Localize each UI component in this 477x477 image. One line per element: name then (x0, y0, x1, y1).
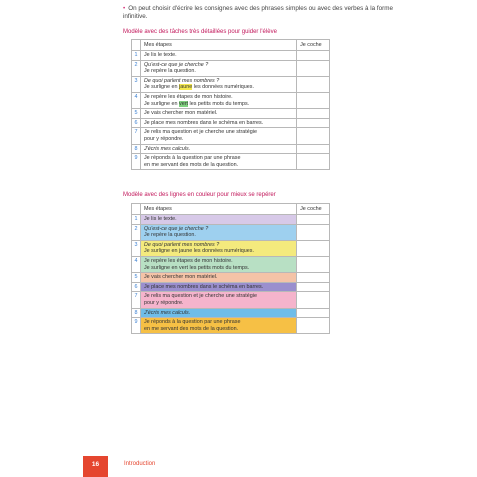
step-line: Je place mes nombres dans le schéma en barres. (143, 119, 264, 126)
table-row (132, 144, 330, 154)
check-cell[interactable] (297, 256, 330, 272)
step-line: Je surligne en jaune les données numériques. (143, 248, 254, 255)
check-cell[interactable] (297, 308, 330, 318)
steps-table-detailed (131, 39, 330, 170)
table-row (132, 109, 330, 119)
step-text (140, 308, 296, 318)
step-text (140, 60, 296, 76)
check-cell[interactable] (297, 224, 330, 240)
check-cell[interactable] (297, 215, 330, 225)
table-row (132, 128, 330, 144)
step-number: 9 (132, 318, 141, 334)
step-text (140, 318, 296, 334)
intro-bullet-text: On peut choisir d'écrire les consignes avec des phrases simples ou avec des verbes à la forme infinitive. (123, 5, 393, 21)
step-line: les données numériques. (192, 84, 254, 91)
step-text (140, 292, 296, 308)
check-cell[interactable] (297, 118, 330, 128)
step-line: Je surligne en vert les petits mots du temps. (143, 264, 250, 271)
table1-title: Modèle avec des tâches très détaillées pour guider l'élève (123, 29, 277, 35)
table-row (132, 154, 330, 170)
check-cell[interactable] (297, 282, 330, 292)
step-number: 9 (132, 154, 141, 170)
check-cell[interactable] (297, 109, 330, 119)
step-line: pour y répondre. (143, 135, 184, 142)
table-row (132, 292, 330, 308)
header-num (132, 204, 141, 215)
table-row (132, 224, 330, 240)
step-line: Je place mes nombres dans le schéma en barres. (143, 283, 264, 290)
step-number: 2 (132, 60, 141, 76)
step-text (140, 273, 296, 283)
table-row (132, 51, 330, 61)
step-line: Je vais chercher mon matériel. (143, 274, 218, 281)
header-steps: Mes étapes (140, 204, 296, 215)
step-line: Je surligne en (143, 100, 180, 107)
table-row (132, 308, 330, 318)
check-cell[interactable] (297, 128, 330, 144)
step-number: 8 (132, 308, 141, 318)
step-text (140, 118, 296, 128)
table-row (132, 92, 330, 108)
step-number: 3 (132, 76, 141, 92)
step-text (140, 224, 296, 240)
step-number: 3 (132, 240, 141, 256)
step-line: Je surligne en (143, 84, 180, 91)
step-line: Je réponds à la question par une phrase (143, 155, 241, 162)
step-text (140, 215, 296, 225)
step-text (140, 109, 296, 119)
page-number: 16 (83, 456, 108, 477)
check-cell[interactable] (297, 51, 330, 61)
step-line: De quoi parlent mes nombres ? (143, 241, 220, 248)
check-cell[interactable] (297, 318, 330, 334)
table-row (132, 318, 330, 334)
table-row (132, 118, 330, 128)
highlight-green: vert (179, 100, 189, 107)
step-line: Qu'est-ce que je cherche ? (143, 225, 209, 232)
check-cell[interactable] (297, 240, 330, 256)
header-check: Je coche (297, 204, 330, 215)
step-text (140, 282, 296, 292)
step-text (140, 128, 296, 144)
table2-title: Modèle avec des lignes en couleur pour mieux se repérer (123, 192, 276, 198)
step-line: De quoi parlent mes nombres ? (143, 77, 220, 84)
steps-table-colored (131, 203, 330, 334)
step-text (140, 256, 296, 272)
step-line: Je relis ma question et je cherche une stratégie (143, 129, 257, 136)
table-row (132, 256, 330, 272)
check-cell[interactable] (297, 76, 330, 92)
step-line: Je réponds à la question par une phrase (143, 319, 241, 326)
step-line: les petits mots du temps. (188, 100, 250, 107)
step-line: Je repère les étapes de mon histoire. (143, 93, 233, 100)
step-number: 4 (132, 92, 141, 108)
step-line: en me servant des mots de la question. (143, 161, 239, 168)
step-text (140, 76, 296, 92)
check-cell[interactable] (297, 144, 330, 154)
highlight-yellow: jaune (179, 84, 193, 91)
step-line: J'écris mes calculs. (143, 309, 191, 316)
step-text (140, 92, 296, 108)
check-cell[interactable] (297, 92, 330, 108)
step-line: Je repère la question. (143, 68, 196, 75)
step-number: 1 (132, 51, 141, 61)
table-row (132, 240, 330, 256)
step-line: Je lis le texte. (143, 52, 177, 58)
step-line: pour y répondre. (143, 299, 184, 306)
step-line: Qu'est-ce que je cherche ? (143, 61, 209, 68)
step-number: 2 (132, 224, 141, 240)
step-text (140, 51, 296, 61)
check-cell[interactable] (297, 154, 330, 170)
header-num (132, 40, 141, 51)
intro-bullet (123, 5, 395, 21)
step-line: Je lis le texte. (143, 216, 177, 222)
step-line: Je repère les étapes de mon histoire. (143, 257, 233, 264)
step-line: en me servant des mots de la question. (143, 325, 239, 332)
step-number: 8 (132, 144, 141, 154)
table-row (132, 60, 330, 76)
step-number: 4 (132, 256, 141, 272)
check-cell[interactable] (297, 273, 330, 283)
step-text (140, 154, 296, 170)
section-label: Introduction (124, 461, 156, 467)
table-row (132, 76, 330, 92)
check-cell[interactable] (297, 292, 330, 308)
bullet-dot-icon: • (123, 5, 126, 12)
step-number: 1 (132, 215, 141, 225)
step-line: Je vais chercher mon matériel. (143, 110, 218, 117)
step-number: 7 (132, 292, 141, 308)
step-text (140, 240, 296, 256)
step-number: 7 (132, 128, 141, 144)
step-text (140, 144, 296, 154)
header-check: Je coche (297, 40, 330, 51)
step-line: J'écris mes calculs. (143, 145, 191, 152)
step-line: Je relis ma question et je cherche une stratégie (143, 293, 257, 300)
header-steps: Mes étapes (140, 40, 296, 51)
check-cell[interactable] (297, 60, 330, 76)
table-row (132, 215, 330, 225)
step-line: Je repère la question. (143, 232, 196, 239)
step-number: 5 (132, 273, 141, 283)
step-number: 6 (132, 118, 141, 128)
table-row (132, 282, 330, 292)
step-number: 6 (132, 282, 141, 292)
step-number: 5 (132, 109, 141, 119)
table-row (132, 273, 330, 283)
